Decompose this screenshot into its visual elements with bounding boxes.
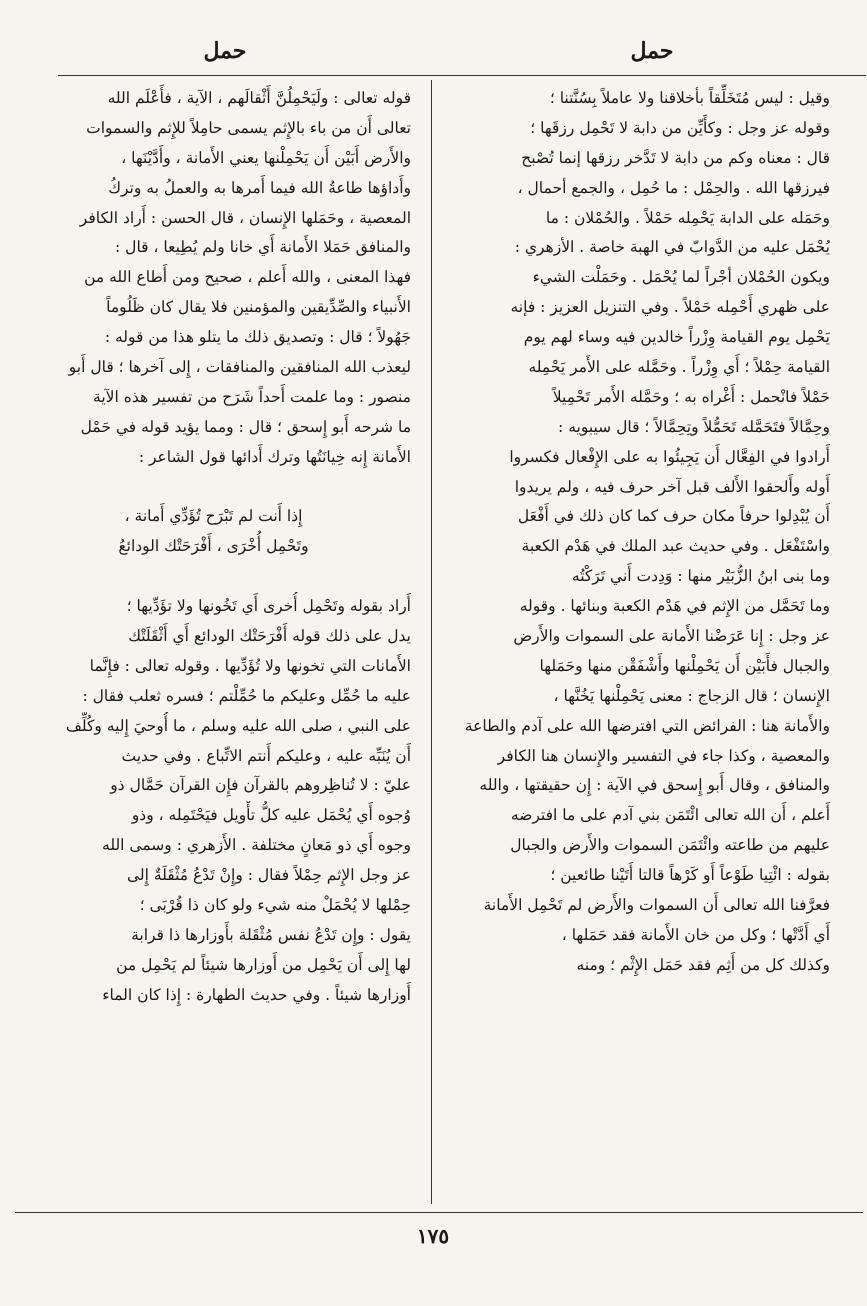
text-line: فيرزقها الله . والحِمْل : ما حُمِل ، والجمع أحمال ،: [517, 178, 830, 197]
text-line: تعالى أَن من باء بالإِثم يسمى حامِلاً للإِثم والسموات: [86, 118, 411, 137]
text-line: بقوله : ائْتِيا طَوْعاً أَو كَرْهاً قالتا أَتَيْنا طائعين ؛: [550, 866, 830, 885]
headword-right: حمل: [630, 38, 674, 64]
text-line: حِمْلها لا يُحْمَلْ منه شيء ولو كان ذا قُرْبَى ؛: [139, 896, 411, 915]
headword-left: حمل: [203, 38, 247, 64]
text-line: وأَداؤها طاعةُ الله فيما أَمرها به والعملُ به وتركُ: [108, 178, 411, 197]
text-line: عز وجل الإِثم حِمْلاً فقال : وإِنْ تَدْعُ مُثْقَلَةٌ إِلى: [126, 866, 411, 885]
text-line: فعرَّفنا الله تعالى أَن السموات والأَرض لم تَحْمِل الأَمانة: [483, 896, 830, 915]
column-divider: [431, 80, 432, 1204]
right-column: [435, 84, 830, 981]
text-line: الأَمانة إِنه خِيانَتُها وترك أَدائها قول الشاعر :: [138, 447, 411, 466]
text-line: ما شرحه أَبو إِسحق ؛ قال : ومما يؤيد قوله في حَمْل: [80, 417, 411, 436]
text-line: وما بنى ابنُ الزُّبَيْر منها : وَدِدت أَني تَرَكْتُه: [571, 567, 830, 586]
text-line: يدل على ذلك قوله أَفْرَحَتْك الودائع أَي أَثْقَلَتْك: [128, 627, 411, 646]
text-line: والمنافق ، وقال أَبو إِسحق في الآية : إِن حقيقتها ، والله: [479, 776, 830, 795]
left-column: [16, 84, 411, 1011]
text-line: وقيل : ليس مُتَخَلِّقاً بأخلاقنا ولا عاملاً بِسُنَّتنا ؛: [549, 89, 830, 107]
text-line: أَعلم ، أَن الله تعالى ائْتَمَن بني آدم على ما افترضه: [510, 806, 830, 825]
text-line: وحِمَّالاً فتَحَمَّله تَحَمُّلاً وتِحِمَّالاً ؛ قال سيبويه :: [558, 417, 830, 436]
text-line: يُحْمَل عليه من الدَّوابّ في الهبة خاصة . الأزهري :: [514, 238, 830, 257]
text-line: حَمْلاً فانْحمل : أَغْراه به ؛ وحَمَّله الأَمر تَحْمِيلاً: [552, 387, 830, 406]
text-line: وما تَحَمَّل من الإِثم في هَدْم الكعبة وبنائها . وقوله: [519, 597, 830, 616]
text-line: أَوزارها شيئاً . وفي حديث الطهارة : إِذا كان الماء: [102, 985, 411, 1004]
text-line: الأَنبياء والصِّدِّيقين والمؤمنين فلا يقال كان ظَلُوماً: [106, 298, 411, 317]
text-line: والمعصية ، وكذا جاء في التفسير والإِنسان هنا الكافر: [497, 746, 830, 765]
text-line: على النبي ، صلى الله عليه وسلم ، ما أُوحيَ إِليه وكُلِّف: [65, 716, 411, 735]
text-line: ليعذب الله المنافقين والمنافقات ، إِلى آخرها ؛ قال أَبو: [68, 358, 411, 377]
text-line: المعصية ، وحَمَلها الإِنسان ، قال الحسن : أَراد الكافر: [79, 208, 411, 227]
text-line: الأَمانات التي تخونها ولا تُؤَدِّيها . وقوله تعالى : فإِنَّما: [89, 656, 411, 675]
text-line: فهذا المعنى ، والله أَعلم ، صحيح ومن أَطاع الله من: [84, 268, 411, 287]
text-line: وكذلك كل من أَثِم فقد حَمَل الإِثْم ؛ ومنه: [576, 955, 830, 974]
poetry-verse-line: وتَحْمِل أُخْرَى ، أَفْرَحَتْك الودائعُ: [118, 537, 309, 556]
verse-spacer: [16, 562, 411, 592]
text-line: وجوه أَي ذو مَعانٍ مختلفة . الأَزهري : وسمى الله: [102, 836, 411, 855]
text-line: والأَرض أَبَيْن أَن يَحْمِلْنها يعني الأَمانة ، وأَدَّيْنَها ،: [121, 148, 411, 167]
text-line: عز وجل : إِنا عَرَضْنا الأَمانة على السموات والأَرض: [513, 627, 830, 646]
text-line: وحَمَله على الدابة يَحْمِله حَمْلاً . والحُمْلان : ما: [545, 208, 830, 227]
text-line: والمنافق حَمَلا الأَمانة أَي خانا ولم يُطِيعا ، قال :: [115, 238, 411, 257]
text-line: عليهم من طاعته وائْتَمَن السموات والأَرض والجبال: [510, 836, 830, 855]
text-line: وقوله عز وجل : وكأَيِّن من دابة لا تَحْمِل رزقَها ؛: [530, 118, 830, 137]
text-line: وُجوه أَي يُحْمَل عليه كلُّ تأْويل فيَحْتَمِله ، وذو: [131, 806, 411, 825]
verse-spacer: [16, 473, 411, 503]
text-line: أَن يُنَبِّه عليه ، وعليكم أَنتم الاتِّباع . وفي حديث: [121, 746, 411, 765]
text-line: لها إِلى أَن يَحْمِل من أَوزارها شيئاً لم يَحْمِل من: [116, 955, 411, 974]
text-line: واسْتَفْعَل . وفي حديث عبد الملك في هَدْم الكعبة: [521, 537, 830, 556]
text-line: عليّ : لا تُناظِروهم بالقرآن فإِن القرآن حَمَّال ذو: [110, 776, 411, 795]
text-line: أَن يُبْدِلوا حرفاً مكان حرف كما كان ذلك في أَفْعَل: [517, 507, 830, 526]
poetry-verse-line: إِذا أَنت لم تَبْرَح تُؤَدِّي أَمانة ،: [124, 507, 303, 526]
text-line: يَحْمِل يوم القيامة وِزْراً خالدين فيه وساء لهم يوم: [523, 328, 830, 347]
text-line: على ظهري أَحْمِله حَمْلاً . وفي التنزيل العزيز : فإنه: [510, 298, 830, 317]
text-line: قوله تعالى : ولَيَحْمِلُنَّ أَثْقالَهم ، الآية ، فأَعْلَم الله: [107, 89, 411, 107]
text-line: أَرادوا في الفِعَّال أَن يَجِيئُوا به على الإِفْعال فكسروا: [509, 447, 830, 466]
text-line: جَهُولاً ؛ قال : وتصديق ذلك ما يتلو هذا من قوله :: [104, 328, 411, 347]
text-line: منصور : وما علمت أَحداً شَرَح من تفسير هذه الآية: [93, 387, 411, 406]
text-line: قال : معناه وكم من دابة لا تَدَّخر رزقها إنما تُصْبح: [521, 148, 830, 167]
text-line: يقول : وإِن تَدْعُ نفس مُثْقَلة بأَوزارها ذا قرابة: [131, 925, 411, 944]
bottom-rule: [15, 1212, 863, 1213]
text-line: أَراد بقوله وتَحْمِل أُخرى أَي تَخُونها ولا تؤَدِّيها ؛: [126, 597, 411, 616]
text-line: أَوله وأَلحقوا الأَلف قبل آخر حرف فيه ، ولم يريدوا: [514, 477, 830, 496]
text-line: والأَمانة هنا : الفرائض التي افترضها الله على آدم والطاعة: [464, 716, 830, 735]
page-number: ١٧٥: [416, 1224, 450, 1248]
text-line: عليه ما حُمِّل وعليكم ما حُمِّلْتم ؛ فسره ثعلب فقال :: [82, 686, 411, 705]
text-line: القيامة حِمْلاً ؛ أَي وِزْراً . وحَمَّله على الأَمر يَحْمِله: [528, 358, 830, 377]
text-line: ويكون الحُمْلان أجْراً لما يُحْمَل . وحَمَلْت الشيء: [532, 268, 830, 287]
top-rule: [58, 75, 866, 76]
text-line: أَي أَدَّتْها ؛ وكل من خان الأَمانة فقد حَمَلها ،: [561, 925, 830, 944]
text-line: والجبال فأَبَيْن أَن يَحْمِلْنها وأَشْفَقْن منها وحَمَلها: [539, 656, 830, 675]
text-line: الإِنسان ؛ قال الزجاج : معنى يَحْمِلْنها يَخُنَّها ،: [553, 686, 830, 705]
